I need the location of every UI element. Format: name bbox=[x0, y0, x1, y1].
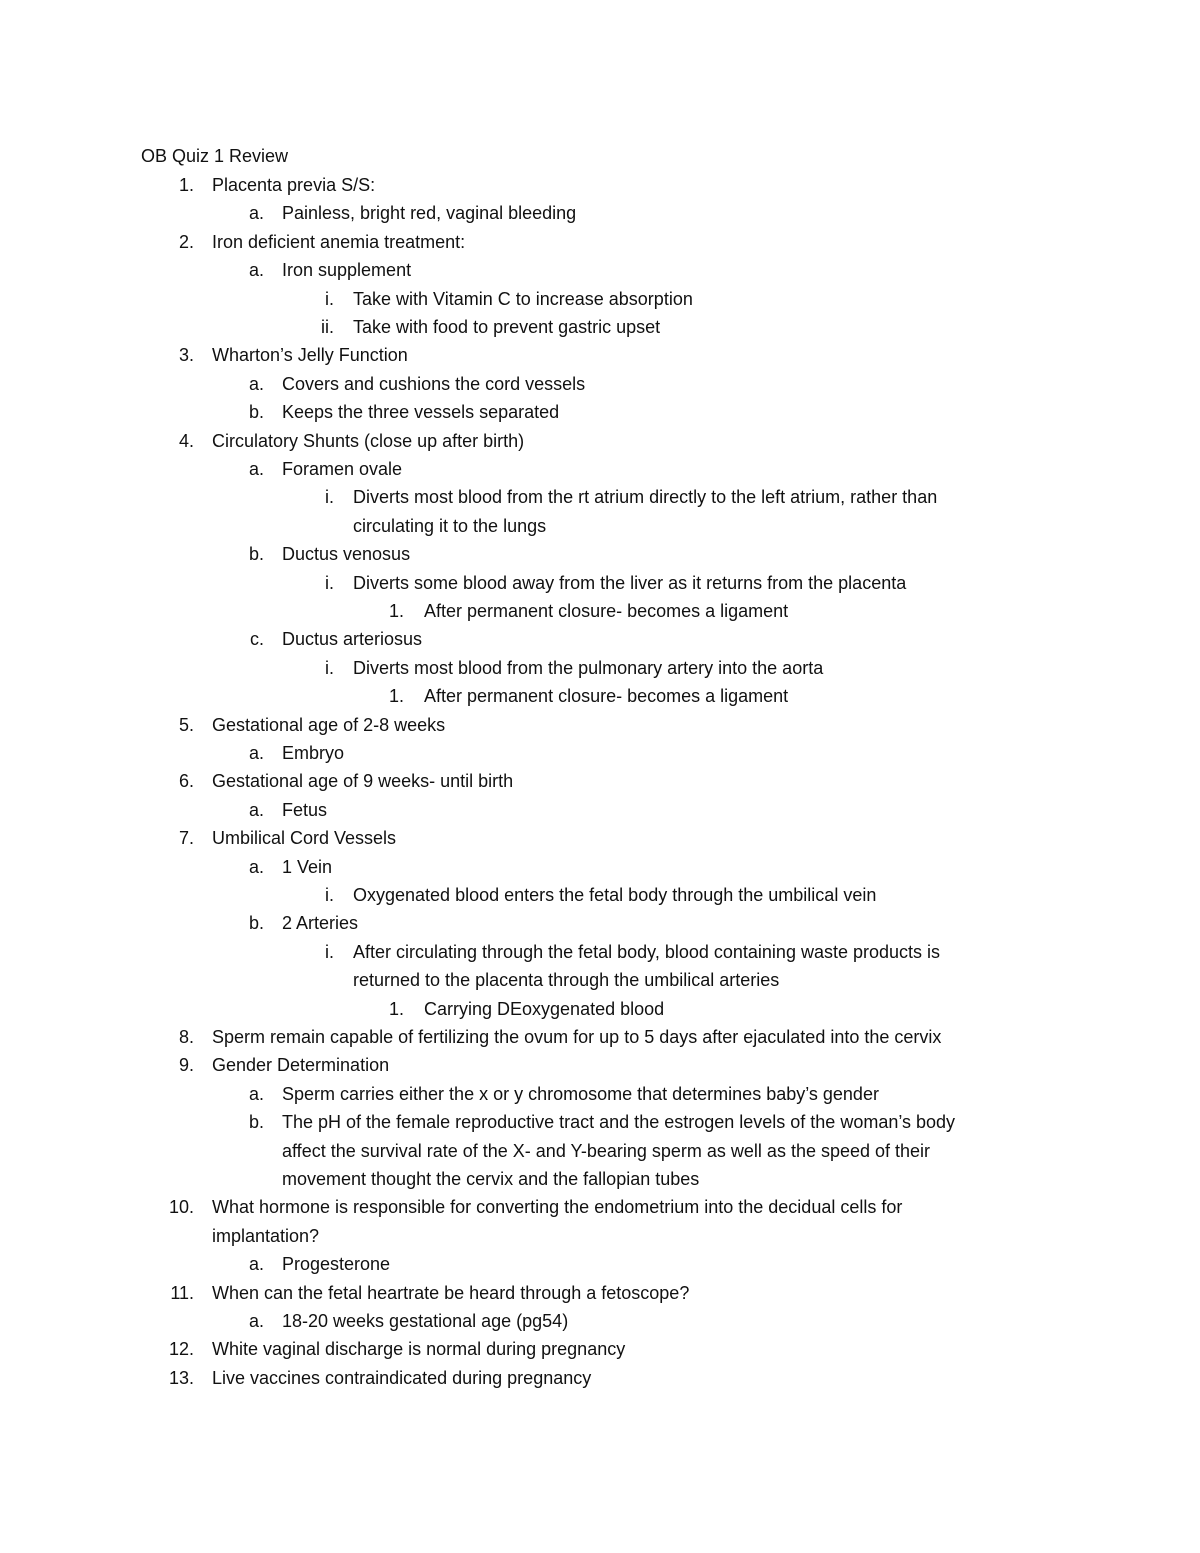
outline-item-marker: 5. bbox=[178, 714, 194, 735]
outline-item-text: Fetus bbox=[282, 799, 328, 820]
outline-item-text: Ductus arteriosus bbox=[282, 629, 423, 650]
outline-item-marker: b. bbox=[248, 1112, 264, 1133]
outline-item-marker: a. bbox=[248, 373, 264, 394]
outline-item-text: 2 Arteries bbox=[282, 913, 359, 934]
outline-item-marker: i. bbox=[325, 885, 334, 905]
outline-item-text: White vaginal discharge is normal during pregnancy bbox=[212, 1339, 626, 1360]
outline-item-text: Progesterone bbox=[282, 1254, 391, 1275]
outline-item-text: Sperm carries either the x or y chromosome that determines baby’s gender bbox=[282, 1083, 879, 1104]
outline-item-marker: 2. bbox=[178, 231, 194, 252]
outline-item-marker: 13. bbox=[168, 1367, 194, 1388]
outline-item-marker: 3. bbox=[178, 345, 194, 366]
outline-item-text: Take with Vitamin C to increase absorption bbox=[353, 288, 693, 309]
outline-item-marker: 4. bbox=[178, 430, 194, 451]
outline-item-text: Iron deficient anemia treatment: bbox=[212, 231, 466, 252]
outline-item-text: returned to the placenta through the umbilical arteries bbox=[353, 970, 780, 991]
outline-item-text: Painless, bright red, vaginal bleeding bbox=[282, 203, 577, 224]
outline-item-marker: b. bbox=[248, 544, 264, 565]
outline-item-marker: 11. bbox=[170, 1282, 194, 1303]
outline-item-text: Gestational age of 2-8 weeks bbox=[212, 714, 446, 735]
outline-item-marker: a. bbox=[248, 1311, 264, 1331]
outline-item-marker: i. bbox=[325, 487, 334, 508]
outline-item-marker: 1. bbox=[388, 998, 404, 1019]
outline-item-marker: b. bbox=[248, 913, 264, 934]
outline-item-marker: 9. bbox=[178, 1055, 194, 1076]
outline-item-marker: i. bbox=[325, 657, 334, 678]
outline-item-marker: a. bbox=[248, 799, 264, 820]
outline-item-text: Gestational age of 9 weeks- until birth bbox=[212, 771, 514, 792]
outline-item-text: Umbilical Cord Vessels bbox=[212, 828, 397, 849]
outline-item-marker: a. bbox=[248, 1083, 264, 1104]
outline-item-marker: 6. bbox=[178, 771, 194, 792]
outline-item-text: Live vaccines contraindicated during pregnancy bbox=[212, 1367, 592, 1388]
outline-item-text: Wharton’s Jelly Function bbox=[212, 345, 408, 366]
outline-item-marker: i. bbox=[325, 288, 334, 309]
outline-item-text: What hormone is responsible for converting the endometrium into the decidual cells for bbox=[212, 1197, 903, 1218]
outline-item-text: Carrying DEoxygenated blood bbox=[424, 998, 665, 1019]
outline-item-text: affect the survival rate of the X- and Y-bearing sperm as well as the speed of their bbox=[282, 1140, 931, 1161]
outline-item-marker: 1. bbox=[178, 175, 194, 195]
outline-item-marker: i. bbox=[325, 941, 334, 962]
outline-item-marker: a. bbox=[248, 203, 264, 224]
outline-item-marker: a. bbox=[248, 856, 264, 877]
outline-item-text: Take with food to prevent gastric upset bbox=[353, 317, 661, 337]
outline-item-marker: a. bbox=[248, 743, 264, 763]
outline-item-marker: c. bbox=[249, 629, 264, 650]
outline-item-marker: 12. bbox=[168, 1339, 194, 1360]
outline-item-text: Sperm remain capable of fertilizing the ovum for up to 5 days after ejaculated into the cervix bbox=[212, 1027, 942, 1047]
outline-item-text: Iron supplement bbox=[282, 260, 412, 281]
outline-item-marker: a. bbox=[248, 459, 264, 479]
outline-item-marker: 1. bbox=[388, 686, 404, 707]
outline-item-marker: b. bbox=[248, 402, 264, 423]
outline-item-text: Gender Determination bbox=[212, 1055, 390, 1076]
outline-item-text: implantation? bbox=[212, 1225, 320, 1246]
outline-item-text: Ductus venosus bbox=[282, 544, 411, 565]
outline-item-marker: 1. bbox=[388, 601, 404, 621]
outline-item-text: 18-20 weeks gestational age (pg54) bbox=[282, 1311, 569, 1331]
outline-item-marker: 10. bbox=[168, 1197, 194, 1218]
outline-item-text: Oxygenated blood enters the fetal body through the umbilical vein bbox=[353, 885, 877, 905]
outline-item-text: Diverts most blood from the pulmonary artery into the aorta bbox=[353, 657, 824, 678]
outline-item-text: Keeps the three vessels separated bbox=[282, 402, 560, 423]
outline-item-text: 1 Vein bbox=[282, 856, 333, 877]
outline-item-text: Foramen ovale bbox=[282, 459, 403, 479]
outline-item-text: Circulatory Shunts (close up after birth) bbox=[212, 430, 525, 451]
outline-item-text: movement thought the cervix and the fallopian tubes bbox=[282, 1169, 700, 1189]
outline-item-text: When can the fetal heartrate be heard through a fetoscope? bbox=[212, 1282, 690, 1303]
outline-item-text: Covers and cushions the cord vessels bbox=[282, 373, 586, 394]
outline-item-marker: 8. bbox=[178, 1027, 194, 1047]
outline-item-marker: i. bbox=[325, 572, 334, 593]
outline-item-text: Diverts some blood away from the liver as it returns from the placenta bbox=[353, 572, 907, 593]
outline-item-text: After circulating through the fetal body, blood containing waste products is bbox=[353, 941, 941, 962]
outline-item-text: After permanent closure- becomes a ligament bbox=[424, 686, 789, 707]
outline-item-marker: ii. bbox=[321, 317, 334, 337]
outline-item-marker: a. bbox=[248, 260, 264, 281]
outline-item-marker: 7. bbox=[178, 828, 194, 849]
outline-item-text: After permanent closure- becomes a ligament bbox=[424, 601, 789, 621]
outline-item-text: Placenta previa S/S: bbox=[212, 175, 376, 195]
outline-item-text: Diverts most blood from the rt atrium directly to the left atrium, rather than bbox=[353, 487, 938, 508]
document-title: OB Quiz 1 Review bbox=[141, 146, 289, 166]
outline-item-text: Embryo bbox=[282, 743, 345, 763]
outline-item-text: circulating it to the lungs bbox=[353, 515, 547, 536]
outline-item-text: The pH of the female reproductive tract and the estrogen levels of the woman’s body bbox=[282, 1112, 956, 1133]
outline-item-marker: a. bbox=[248, 1254, 264, 1275]
